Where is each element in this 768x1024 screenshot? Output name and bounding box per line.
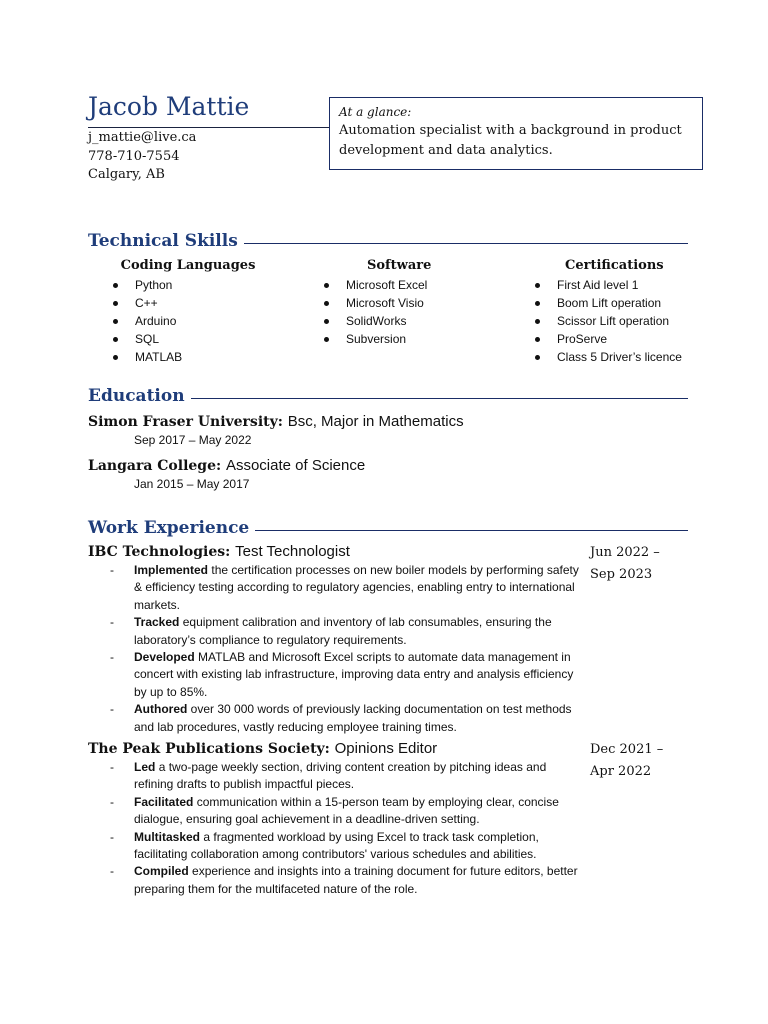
list-item: SQL	[113, 330, 263, 348]
bullet-icon	[113, 337, 118, 342]
list-item	[110, 829, 580, 864]
section-rule	[244, 243, 688, 244]
dash-bullet: -	[110, 760, 114, 774]
skill-column-heading: Software	[367, 258, 432, 273]
bullet-icon	[324, 337, 329, 342]
list-item	[110, 759, 580, 794]
bullet-text: MATLAB and Microsoft Excel scripts to automate data management in concert with existing lab infrastructure, improving data entry and analysis efficiency by up to 85%.	[134, 650, 574, 699]
bullet-icon	[535, 355, 540, 360]
action-verb: Implemented	[134, 563, 209, 577]
bullet-icon	[324, 283, 329, 288]
location: Calgary, AB	[88, 167, 165, 182]
bullet-text: experience and insights into a training document for future editors, better preparing them for the multifaceted nature of the role.	[134, 864, 578, 896]
skill-column-heading: Certifications	[565, 258, 664, 273]
list-item: Scissor Lift operation	[535, 312, 695, 330]
candidate-name: Jacob Mattie	[88, 92, 250, 121]
name-underline	[88, 127, 330, 128]
education-entry	[88, 412, 464, 430]
employer-name: The Peak Publications Society:	[88, 741, 330, 757]
list-item: Class 5 Driver’s licence	[535, 348, 695, 366]
list-item	[110, 863, 580, 898]
job-dates	[590, 739, 663, 783]
action-verb: Developed	[134, 650, 195, 665]
list-item: First Aid level 1	[535, 276, 695, 294]
bullet-icon	[113, 319, 118, 324]
education-heading: Education	[88, 386, 185, 406]
list-item: ProServe	[535, 330, 695, 348]
job-dates	[590, 542, 660, 586]
bullet-icon	[535, 301, 540, 306]
bullet-icon	[535, 283, 540, 288]
education-dates: Jan 2015 – May 2017	[134, 477, 250, 491]
education-entry	[88, 456, 365, 474]
dash-bullet: -	[110, 615, 114, 630]
bullet-icon	[113, 301, 118, 306]
action-verb: Authored	[134, 702, 188, 717]
bullet-text: equipment calibration and inventory of lab consumables, ensuring the laboratory’s compliance to regulatory requirements.	[134, 615, 552, 647]
email: j_mattie@live.ca	[88, 130, 197, 145]
bullet-icon	[324, 301, 329, 306]
institution-name: Simon Fraser University:	[88, 414, 283, 430]
bullet-text: a two-page weekly section, driving content creation by pitching ideas and refining drafts to publish impactful pieces.	[134, 760, 547, 792]
skill-column-coding	[113, 256, 263, 366]
bullet-text: the certification processes on new boiler models by performing safety & efficiency testing according to regulatory agencies, enabling entry to international markets.	[134, 563, 579, 612]
list-item: Arduino	[113, 312, 263, 330]
job-entry-header	[88, 739, 437, 757]
dash-bullet: -	[110, 563, 114, 577]
dash-bullet: -	[110, 650, 114, 665]
list-item: SolidWorks	[324, 312, 474, 330]
list-item	[110, 562, 580, 614]
list-item: C++	[113, 294, 263, 312]
at-a-glance-label: At a glance:	[339, 105, 412, 119]
list-item: Microsoft Excel	[324, 276, 474, 294]
action-verb: Facilitated	[134, 794, 194, 809]
bullet-text: a fragmented workload by using Excel to track task completion, facilitating collaboration among contributors' various schedules and abilities.	[134, 829, 539, 862]
action-verb: Led	[134, 760, 156, 774]
at-a-glance-box	[329, 97, 703, 170]
institution-name: Langara College:	[88, 458, 222, 474]
job-bullets	[110, 562, 580, 736]
job-entry-header	[88, 542, 350, 560]
bullet-icon	[113, 355, 118, 360]
at-a-glance-text: Automation specialist with a background in product development and data analytics.	[339, 123, 682, 158]
bullet-icon	[324, 319, 329, 324]
list-item: Subversion	[324, 330, 474, 348]
bullet-icon	[535, 319, 540, 324]
dash-bullet: -	[110, 829, 114, 844]
job-bullets	[110, 759, 580, 898]
bullet-icon	[535, 337, 540, 342]
list-item	[110, 649, 580, 701]
technical-skills-heading: Technical Skills	[88, 231, 238, 251]
job-date-start: Jun 2022 –	[590, 545, 660, 560]
job-title: Test Technologist	[235, 543, 350, 560]
list-item	[110, 701, 580, 736]
section-rule	[191, 398, 688, 399]
action-verb: Multitasked	[134, 829, 201, 844]
job-date-end: Apr 2022	[590, 764, 652, 779]
job-date-end: Sep 2023	[590, 567, 653, 582]
work-experience-section	[88, 516, 688, 540]
action-verb: Compiled	[134, 864, 189, 879]
dash-bullet: -	[110, 864, 114, 879]
skill-column-certifications	[535, 256, 695, 366]
degree: Bsc, Major in Mathematics	[287, 413, 464, 430]
list-item	[110, 614, 580, 649]
bullet-text: over 30 000 words of previously lacking documentation on test methods and lab procedures, vastly reducing employee training times.	[134, 702, 572, 734]
list-item: Microsoft Visio	[324, 294, 474, 312]
degree: Associate of Science	[225, 457, 366, 474]
skill-column-heading: Coding Languages	[120, 258, 256, 273]
education-section	[88, 384, 688, 408]
section-rule	[255, 530, 688, 531]
dash-bullet: -	[110, 794, 114, 809]
list-item	[110, 794, 580, 829]
phone: 778-710-7554	[88, 149, 180, 164]
skill-column-software	[324, 256, 474, 348]
list-item: Python	[113, 276, 263, 294]
dash-bullet: -	[110, 702, 114, 717]
bullet-icon	[113, 283, 118, 288]
work-experience-heading: Work Experience	[88, 518, 250, 538]
list-item: Boom Lift operation	[535, 294, 695, 312]
technical-skills-section	[88, 229, 688, 253]
job-title: Opinions Editor	[334, 740, 438, 757]
list-item: MATLAB	[113, 348, 263, 366]
education-dates: Sep 2017 – May 2022	[134, 433, 252, 447]
employer-name: IBC Technologies:	[88, 544, 231, 560]
bullet-text: communication within a 15-person team by employing clear, concise dialogue, ensuring goal achievement in a deadline-driven setting.	[134, 794, 559, 827]
action-verb: Tracked	[134, 615, 180, 630]
job-date-start: Dec 2021 –	[590, 742, 664, 757]
